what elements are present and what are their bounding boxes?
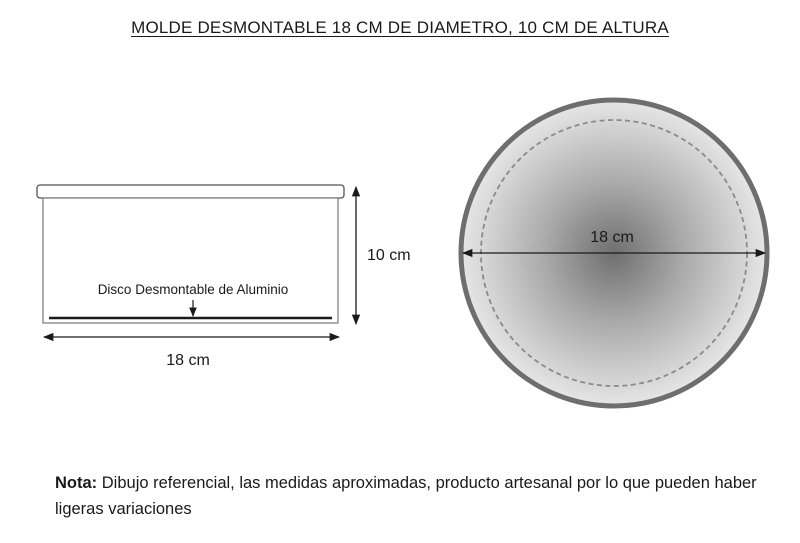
note-body: Dibujo referencial, las medidas aproximadas, producto artesanal por lo que pueden haber ligeras variaciones xyxy=(55,474,757,518)
disc-label: Disco Desmontable de Aluminio xyxy=(97,282,289,297)
side-view xyxy=(37,185,411,369)
page-title: MOLDE DESMONTABLE 18 CM DE DIAMETRO, 10 CM DE ALTURA xyxy=(131,18,669,37)
pan-rim xyxy=(37,185,344,198)
note-text xyxy=(55,470,775,522)
width-label: 18 cm xyxy=(166,352,210,369)
height-label: 10 cm xyxy=(367,247,411,264)
pan-body xyxy=(43,198,338,323)
top-view xyxy=(461,100,767,406)
note-prefix: Nota: xyxy=(55,474,98,492)
diameter-label: 18 cm xyxy=(590,229,634,246)
